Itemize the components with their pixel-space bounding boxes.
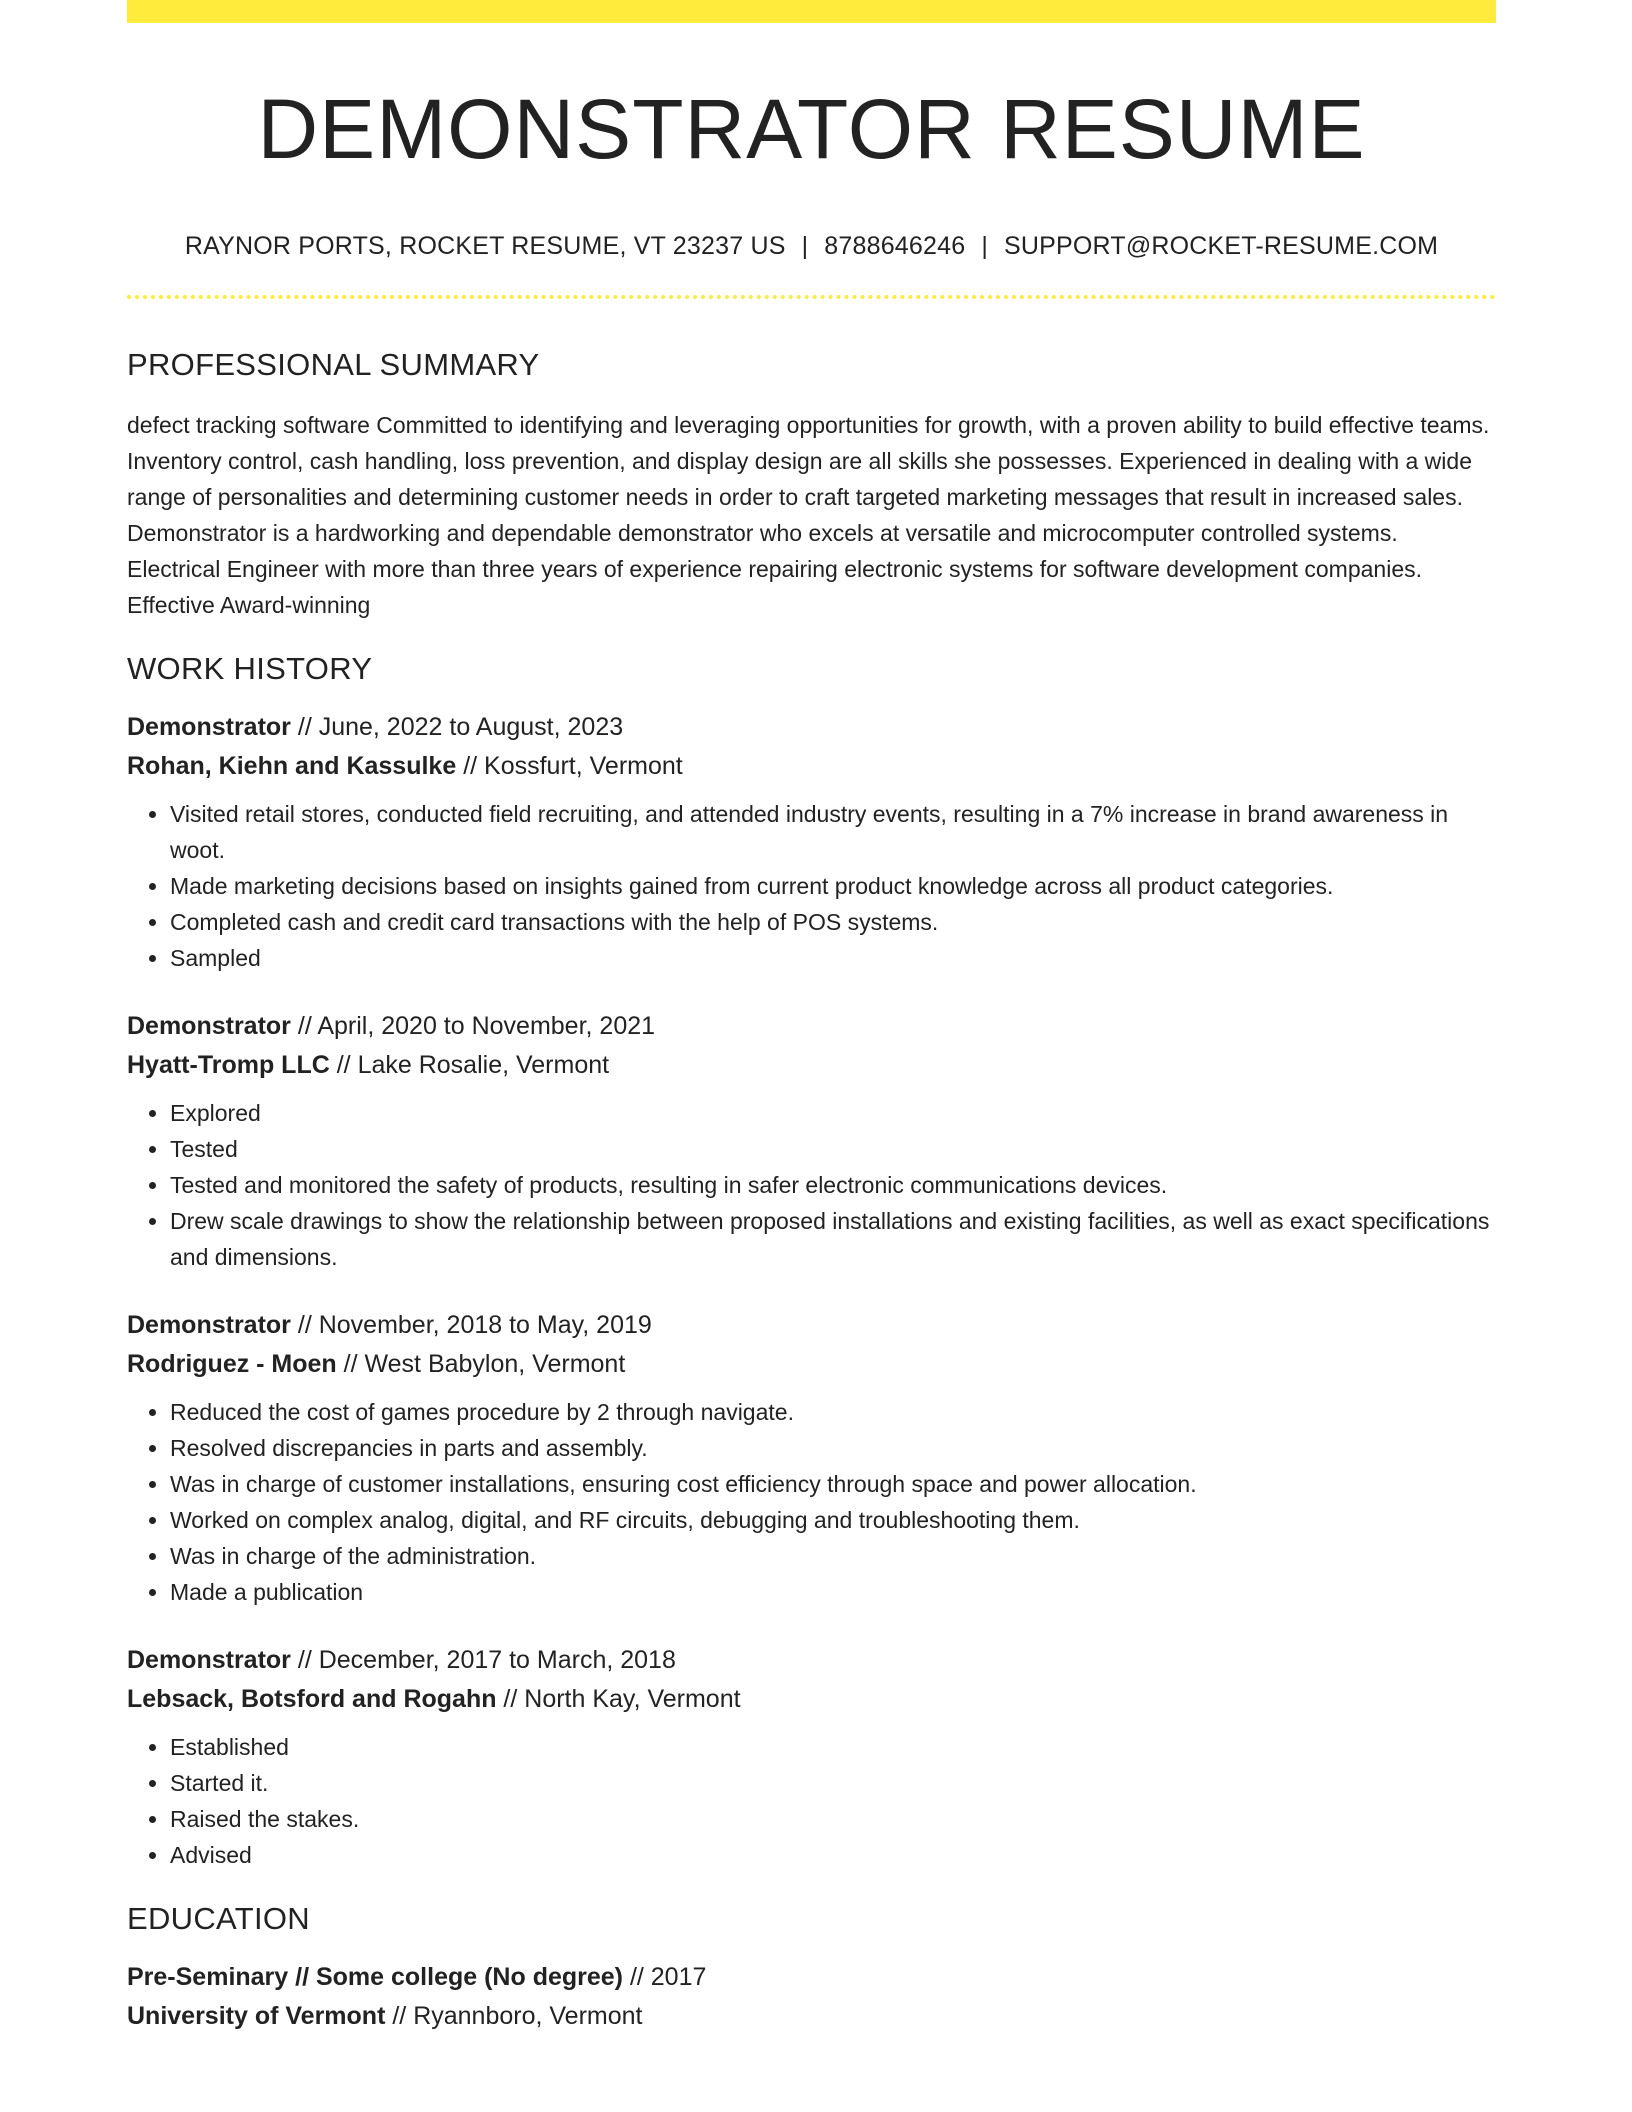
job-entry [127, 1306, 1496, 1610]
job-bullet: • Tested and monitored the safety of products, resulting in safer electronic communications devices. [170, 1167, 1496, 1203]
job-location: // West Babylon, Vermont [336, 1350, 626, 1378]
job-bullet: • Visited retail stores, conducted field recruiting, and attended industry events, resulting in a 7% increase in brand awareness in woot. [170, 796, 1496, 868]
education-year: // 2017 [623, 1963, 707, 1991]
job-bullet: • Raised the stakes. [170, 1801, 1496, 1837]
job-bullets [127, 1394, 1496, 1610]
job-bullet: • Explored [170, 1095, 1496, 1131]
job-bullet: • Reduced the cost of games procedure by 2 through navigate. [170, 1394, 1496, 1430]
job-company-line [127, 1345, 1496, 1384]
job-bullet: • Was in charge of customer installations, ensuring cost efficiency through space and power allocation. [170, 1466, 1496, 1502]
job-bullet: • Made a publication [170, 1574, 1496, 1610]
job-dates: // November, 2018 to May, 2019 [290, 1311, 652, 1339]
education-school-line [127, 1997, 1496, 2036]
contact-separator: | [981, 232, 989, 260]
job-title: Demonstrator [127, 713, 291, 741]
job-title-line [127, 708, 1496, 747]
dotted-divider [127, 295, 1496, 299]
summary-heading: PROFESSIONAL SUMMARY [127, 347, 540, 382]
job-location: // North Kay, Vermont [496, 1685, 741, 1713]
job-bullet: • Was in charge of the administration. [170, 1538, 1496, 1574]
job-bullet: • Tested [170, 1131, 1496, 1167]
job-bullet: • Completed cash and credit card transactions with the help of POS systems. [170, 904, 1496, 940]
job-company-line [127, 1046, 1496, 1085]
summary-text: defect tracking software Committed to identifying and leveraging opportunities for growth, with a proven ability to build effective teams. Inventory control, cash handling, loss prevention, and display design are all skills she possesses. Experienced in dealing with a wide range of personalities and determining customer needs in order to craft targeted marketing messages that result in increased sales. Demonstrator is a hardworking and dependable demonstrator who excels at versatile and microcomputer controlled systems. Electrical Engineer with more than three years of experience repairing electronic systems for software development companies. Effective Award-winning [127, 412, 1490, 618]
contact-address: RAYNOR PORTS, ROCKET RESUME, VT 23237 US [184, 232, 786, 260]
job-bullet: • Established [170, 1729, 1496, 1765]
resume-page [127, 0, 1496, 2036]
job-bullet: • Resolved discrepancies in parts and assembly. [170, 1430, 1496, 1466]
accent-top-bar [127, 0, 1496, 23]
page-title: DEMONSTRATOR RESUME [257, 82, 1366, 176]
job-bullet: • Advised [170, 1837, 1496, 1873]
job-company: Rodriguez - Moen [127, 1350, 337, 1378]
job-title: Demonstrator [127, 1311, 291, 1339]
education-school: University of Vermont [127, 2002, 386, 2030]
job-bullet: • Worked on complex analog, digital, and RF circuits, debugging and troubleshooting them. [170, 1502, 1496, 1538]
job-location: // Kossfurt, Vermont [456, 752, 683, 780]
education-degree-line [127, 1958, 1496, 1997]
job-title: Demonstrator [127, 1646, 291, 1674]
job-entry [127, 708, 1496, 976]
work-history-heading: WORK HISTORY [127, 651, 373, 686]
job-entry [127, 1007, 1496, 1275]
contact-email: SUPPORT@ROCKET-RESUME.COM [1004, 232, 1439, 260]
job-title: Demonstrator [127, 1012, 291, 1040]
job-location: // Lake Rosalie, Vermont [329, 1051, 610, 1079]
job-company-line [127, 747, 1496, 786]
job-dates: // December, 2017 to March, 2018 [290, 1646, 676, 1674]
job-title-line [127, 1641, 1496, 1680]
education-degree: Pre-Seminary // Some college (No degree) [127, 1963, 623, 1991]
job-bullet: • Made marketing decisions based on insights gained from current product knowledge across all product categories. [170, 868, 1496, 904]
education-location: // Ryannboro, Vermont [385, 2002, 643, 2030]
job-title-line [127, 1306, 1496, 1345]
job-dates: // April, 2020 to November, 2021 [290, 1012, 656, 1040]
job-company-line [127, 1680, 1496, 1719]
job-bullet: • Drew scale drawings to show the relationship between proposed installations and existing facilities, as well as exact specifications and dimensions. [170, 1203, 1496, 1275]
contact-line [127, 231, 1496, 261]
job-bullets [127, 796, 1496, 976]
job-title-line [127, 1007, 1496, 1046]
job-entry [127, 1641, 1496, 1873]
job-bullets [127, 1729, 1496, 1873]
job-company: Hyatt-Tromp LLC [127, 1051, 330, 1079]
education-heading: EDUCATION [127, 1901, 310, 1936]
job-bullet: • Sampled [170, 940, 1496, 976]
job-dates: // June, 2022 to August, 2023 [290, 713, 624, 741]
job-company: Lebsack, Botsford and Rogahn [127, 1685, 497, 1713]
contact-separator: | [801, 232, 809, 260]
job-bullet: • Started it. [170, 1765, 1496, 1801]
education-entry [127, 1958, 1496, 2036]
job-bullets [127, 1095, 1496, 1275]
job-company: Rohan, Kiehn and Kassulke [127, 752, 457, 780]
contact-phone: 8788646246 [824, 232, 966, 260]
